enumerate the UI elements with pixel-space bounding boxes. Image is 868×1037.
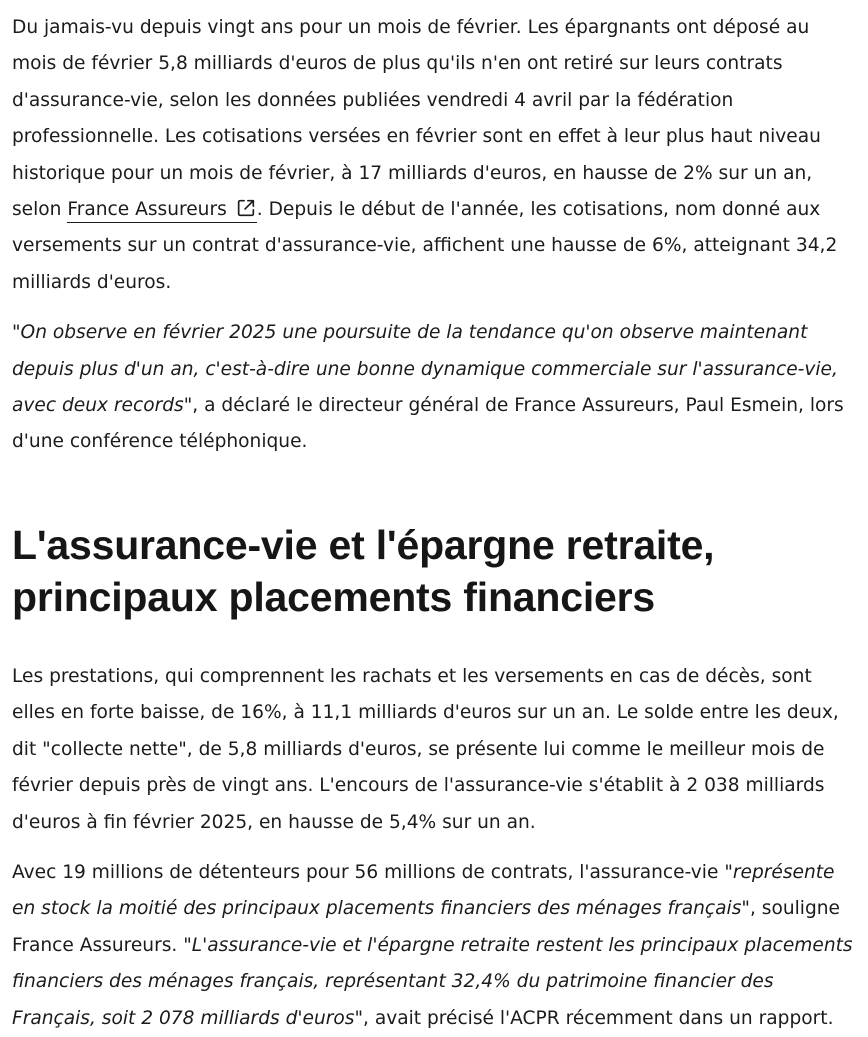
paragraph-detenteurs-part2: , souligne France Assureurs. (12, 898, 840, 956)
quote-france-assureurs: "représente en stock la moitié des principaux placements financiers des ménages français" (12, 861, 835, 920)
paragraph-detenteurs-part1: Avec 19 millions de détenteurs pour 56 millions de contrats, l'assurance-vie (12, 861, 725, 883)
paragraph-detenteurs (12, 855, 858, 1037)
paragraph-detenteurs-part3: , avait précisé l'ACPR récemment dans un rapport. (363, 1007, 834, 1029)
section-heading: L'assurance-vie et l'épargne retraite, principaux placements financiers (12, 521, 715, 620)
paragraph-intro-text-end: . Depuis le début de l'année, les cotisations, nom donné aux versements sur un contrat d'assurance-vie, affichent une hausse de 6%, atteignant 34,2 milliards d'euros. (12, 199, 838, 293)
paragraph-quote (12, 315, 858, 461)
france-assureurs-link-label[interactable]: France Assureurs (67, 199, 227, 221)
paragraph-intro-text: Du jamais-vu depuis vingt ans pour un mois de février. Les épargnants ont déposé au mois de février 5,8 milliards d'euros de plus qu'ils n'en ont retiré sur leurs contrats d'assurance-vie, selon les données publiées vendredi 4 avril par la fédération professionnelle. Les cotisations versées en février sont en effet à leur plus haut niveau historique pour un mois de février, à 17 milliards d'euros, en hausse de 2% sur un an, selon (12, 17, 821, 221)
quote-acpr: "L'assurance-vie et l'épargne retraite restent les principaux placements financiers des ménages français, représentant 32,4% du patrimoine financier des Français, soit 2 078 milliards d'euros" (12, 934, 853, 1029)
external-link-icon[interactable] (235, 197, 257, 219)
quote-esmein: "On observe en février 2025 une poursuite de la tendance qu'on observe maintenant depuis plus d'un an, c'est-à-dire une bonne dynamique commerciale sur l'assurance-vie, avec deux records" (12, 322, 838, 417)
paragraph-prestations: Les prestations, qui comprennent les rachats et les versements en cas de décès, sont elles en forte baisse, de 16%, à 11,1 milliards d'euros sur un an. Le solde entre les deux, dit "collecte nette", de 5,8 milliards d'euros, se présente lui comme le meilleur mois de février depuis près de vingt ans. L'encours de l'assurance-vie s'établit à 2 038 milliards d'euros à fin février 2025, en hausse de 5,4% sur un an. (12, 665, 839, 833)
paragraph-intro (12, 10, 858, 301)
france-assureurs-link[interactable] (67, 199, 256, 223)
paragraph-quote-rest: , a déclaré le directeur général de France Assureurs, Paul Esmein, lors d'une conférence téléphonique. (12, 395, 844, 453)
